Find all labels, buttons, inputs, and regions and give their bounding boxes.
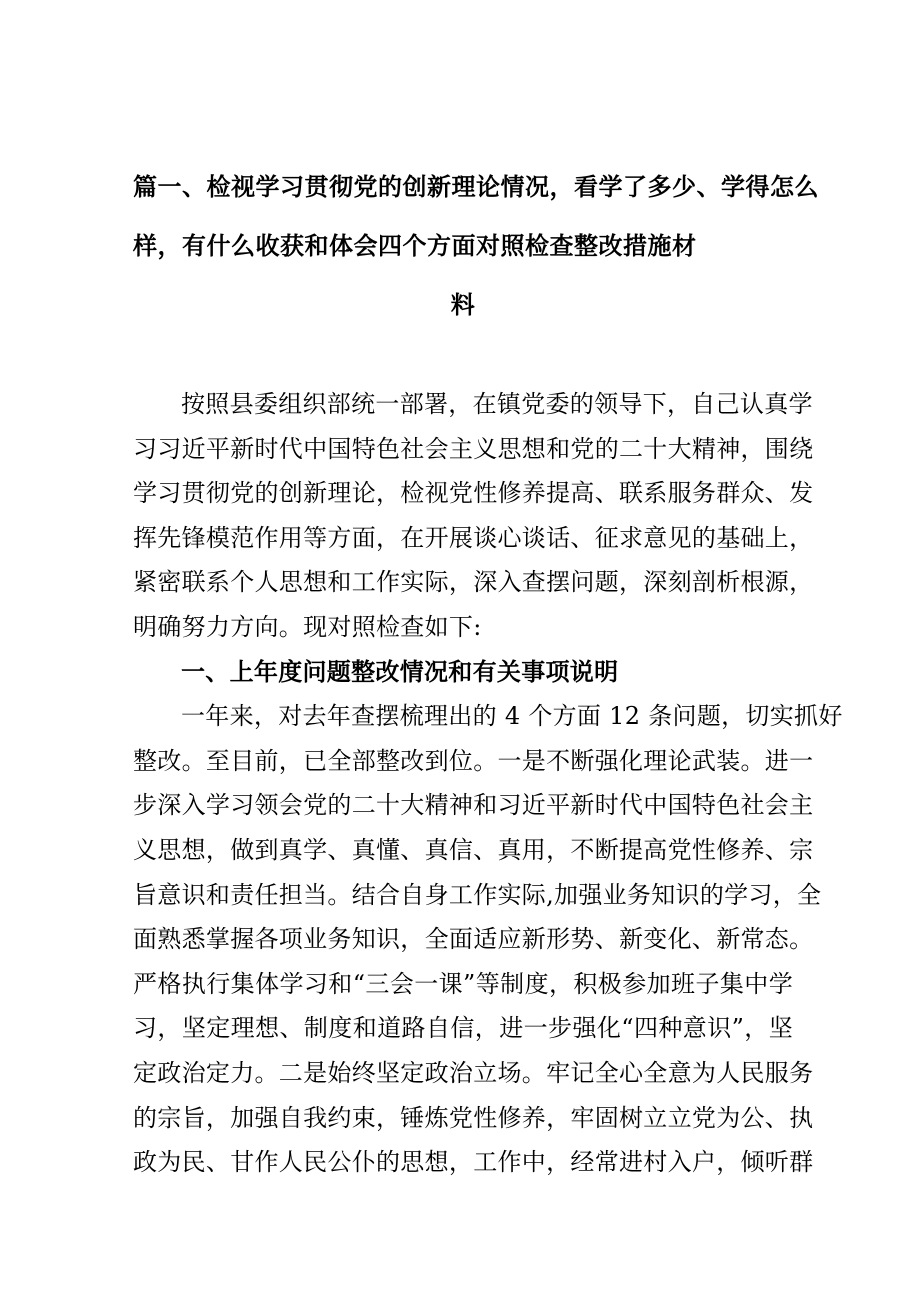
text-line: 整改。至目前，已全部整改到位。一是不断强化理论武装。进一 [133,746,814,775]
text-line: 严格执行集体学习和“三会一课”等制度，积极参加班子集中学 [133,969,793,998]
section1-paragraph [133,694,843,1185]
intro-paragraph [133,382,814,650]
title-line: 料 [450,291,476,319]
section-heading: 一、上年度问题整改情况和有关事项说明 [181,657,619,686]
title-line: 样，有什么收获和体会四个方面对照检查整改措施材 [133,232,697,260]
text-line: 明确努力方向。现对照检查如下: [133,612,482,641]
text-line: 学习贯彻党的创新理论，检视党性修养提高、联系服务群众、发 [133,479,814,508]
text-line: 按照县委组织部统一部署，在镇党委的领导下，自己认真学 [181,390,813,418]
document-title [133,158,819,335]
text-line: 习，坚定理想、制度和道路自信，进一步强化“四种意识”，坚 [133,1014,793,1043]
text-line: 紧密联系个人思想和工作实际，深入查摆问题，深刻剖析根源， [133,568,814,597]
text-line: 挥先锋模范作用等方面，在开展谈心谈话、征求意见的基础上， [133,523,814,552]
text-line: 定政治定力。二是始终坚定政治立场。牢记全心全意为人民服务 [133,1058,814,1087]
text-line: 义思想，做到真学、真懂、真信、真用，不断提高党性修养、宗 [133,835,814,864]
text-line: 旨意识和责任担当。结合自身工作实际,加强业务知识的学习，全 [133,880,822,909]
text-line: 习习近平新时代中国特色社会主义思想和党的二十大精神，围绕 [133,434,814,463]
title-line: 篇一、检视学习贯彻党的创新理论情况，看学了多少、学得怎么 [133,173,819,201]
document-body [133,382,843,1185]
text-line: 一年来，对去年查摆梳理出的 4 个方面 12 条问题，切实抓好 [181,702,843,731]
text-line: 的宗旨，加强自我约束，锤炼党性修养，牢固树立立党为公、执 [133,1103,814,1132]
text-line: 面熟悉掌握各项业务知识，全面适应新形势、新变化、新常态。 [133,925,814,954]
text-line: 政为民、甘作人民公仆的思想，工作中，经常进村入户，倾听群 [133,1148,814,1177]
text-line: 步深入学习领会党的二十大精神和习近平新时代中国特色社会主 [133,791,814,820]
